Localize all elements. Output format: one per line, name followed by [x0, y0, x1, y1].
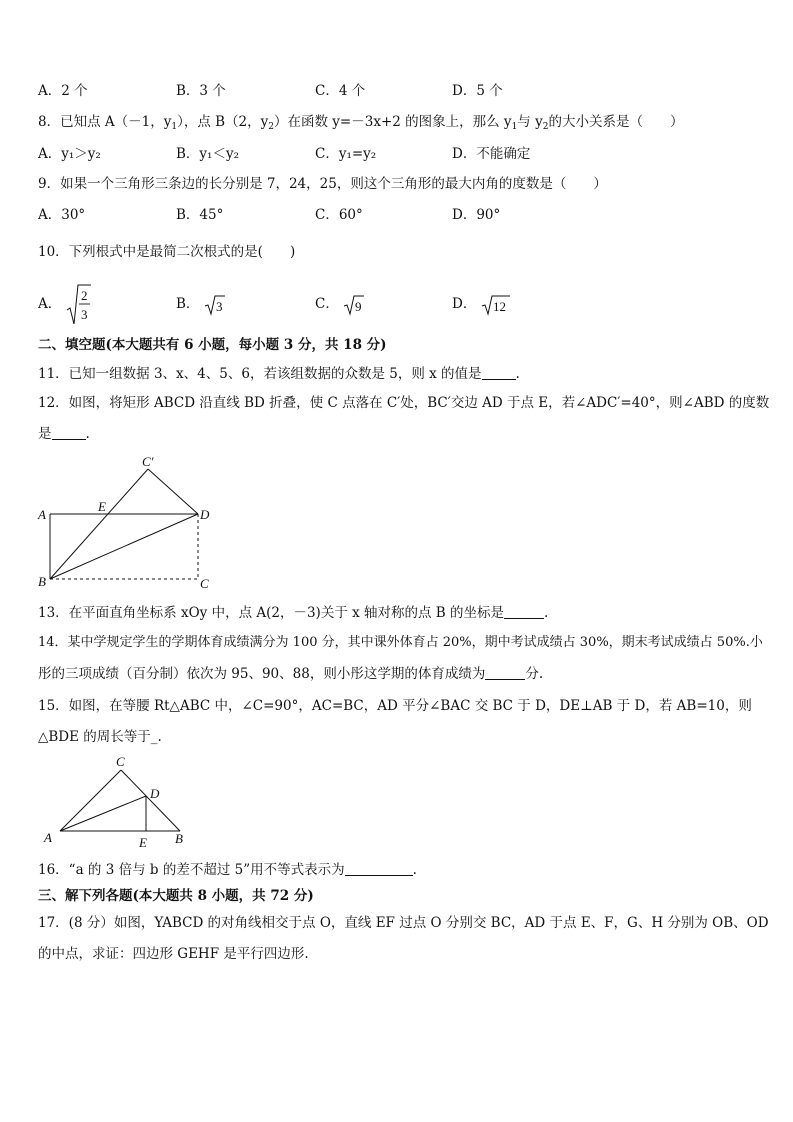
q8-option-a[interactable]: A．y₁＞y₂: [38, 146, 101, 162]
q9-option-b[interactable]: B．45°: [176, 207, 224, 223]
q10-option-c[interactable]: C． 9: [315, 282, 365, 326]
svg-text:C′: C′: [142, 454, 154, 469]
svg-text:E: E: [139, 835, 147, 848]
q7-option-d[interactable]: D．5 个: [452, 83, 503, 99]
svg-text:12: 12: [492, 298, 506, 314]
segment-bd: [50, 514, 198, 579]
q16-answer-blank[interactable]: [345, 861, 413, 876]
q8-stem: 8．已知点 A（－1，$y_1$），点 B（2，$y_2$）在函数 y=－3x+2 的图象上，那么 $y_1$与 $y_2$的大小关系是（ ）: [38, 114, 684, 132]
q13: 13．在平面直角坐标系 xOy 中，点 A(2，－3)关于 x 轴对称的点 B 的坐标是 .: [38, 605, 549, 621]
q7-option-a[interactable]: A．2 个: [38, 83, 88, 99]
svg-text:3: 3: [215, 298, 223, 314]
segment-bcprime: [50, 469, 148, 579]
q10-option-a[interactable]: A． 2 3: [38, 282, 92, 326]
q16: 16．“a 的 3 倍与 b 的差不超过 5”用不等式表示为 .: [38, 862, 417, 878]
q12-line2: 是 .: [38, 426, 90, 442]
svg-text:D: D: [150, 786, 160, 801]
section-3-heading: 三、解下列各题(本大题共 8 小题，共 72 分): [38, 888, 314, 904]
segment-cprime-d: [148, 469, 198, 514]
svg-text:9: 9: [355, 298, 362, 314]
q10-stem: 10．下列根式中是最简二次根式的是( ): [38, 244, 296, 260]
q10-option-d[interactable]: D． 12: [452, 282, 511, 326]
q9-option-d[interactable]: D．90°: [452, 207, 501, 223]
svg-text:3: 3: [80, 306, 88, 322]
segment-ac: [60, 770, 121, 831]
q14-answer-blank[interactable]: [485, 665, 525, 680]
q7-option-c[interactable]: C．4 个: [315, 83, 366, 99]
q8-option-c[interactable]: C．y₁=y₂: [315, 146, 377, 162]
segment-ad: [60, 796, 146, 831]
sqrt-9-icon: [343, 294, 365, 316]
q8-option-d[interactable]: D．不能确定: [452, 146, 531, 162]
q14-line2: 彤的三项成绩（百分制）依次为 95、90、88，则小彤这学期的体育成绩为 分.: [38, 666, 544, 682]
q14-line1: 14．某中学规定学生的学期体育成绩满分为 100 分，其中课外体育占 20%，期中考试成绩占 30%，期末考试成绩占 50%.小: [38, 635, 763, 650]
svg-text:A: A: [38, 507, 46, 522]
q12-line1: 12．如图，将矩形 ABCD 沿直线 BD 折叠，使 C 点落在 C′处，BC′交边 AD 于点 E，若∠ADC′=40°，则∠ABD 的度数: [38, 395, 770, 411]
q7-options: [38, 80, 758, 102]
svg-text:2: 2: [80, 287, 88, 303]
q8-options: [38, 143, 758, 165]
sqrt-fraction-icon: [66, 283, 92, 327]
q17-line1: 17．(8 分）如图，YABCD 的对角线相交于点 O，直线 EF 过点 O 分别交 BC，AD 于点 E、F，G、H 分别为 OB、OD: [38, 915, 769, 931]
q9-stem: 9．如果一个三角形三条边的长分别是 7，24，25，则这个三角形的最大内角的度数是（ ）: [38, 176, 607, 192]
q11-answer-blank[interactable]: [482, 365, 516, 380]
q9-option-c[interactable]: C．60°: [315, 207, 363, 223]
sqrt-3-icon: [204, 294, 226, 316]
q17-line2: 的中点，求证：四边形 GEHF 是平行四边形.: [38, 946, 309, 962]
sqrt-12-icon: [481, 294, 511, 316]
q10-options: [38, 282, 758, 328]
q9-option-a[interactable]: A．30°: [38, 207, 86, 223]
q7-option-b[interactable]: B．3 个: [176, 83, 226, 99]
q15-line1: 15．如图，在等腰 Rt△ABC 中，∠C=90°，AC=BC，AD 平分∠BAC 交 BC 于 D，DE⊥AB 于 D，若 AB=10，则: [38, 698, 752, 714]
section-2-heading: 二、填空题(本大题共有 6 小题，每小题 3 分，共 18 分): [38, 337, 387, 353]
q10-option-b[interactable]: B． 3: [176, 282, 226, 326]
figure-q12-folded-rectangle: [30, 452, 220, 592]
svg-text:B: B: [175, 831, 183, 846]
q13-answer-blank[interactable]: [504, 604, 544, 619]
figure-q15-right-triangle: [36, 752, 196, 848]
svg-text:C: C: [116, 754, 125, 769]
svg-text:A: A: [44, 830, 52, 845]
q9-options: [38, 204, 758, 226]
svg-text:D: D: [200, 507, 210, 522]
q11: 11．已知一组数据 3、x、4、5、6，若该组数据的众数是 5，则 x 的值是 .: [38, 366, 520, 382]
q12-answer-blank[interactable]: [52, 425, 86, 440]
q8-option-b[interactable]: B．y₁＜y₂: [176, 146, 239, 162]
svg-text:C: C: [200, 576, 209, 591]
svg-text:B: B: [38, 574, 46, 589]
q15-line2: △BDE 的周长等于_.: [38, 729, 162, 745]
svg-text:E: E: [98, 499, 106, 514]
